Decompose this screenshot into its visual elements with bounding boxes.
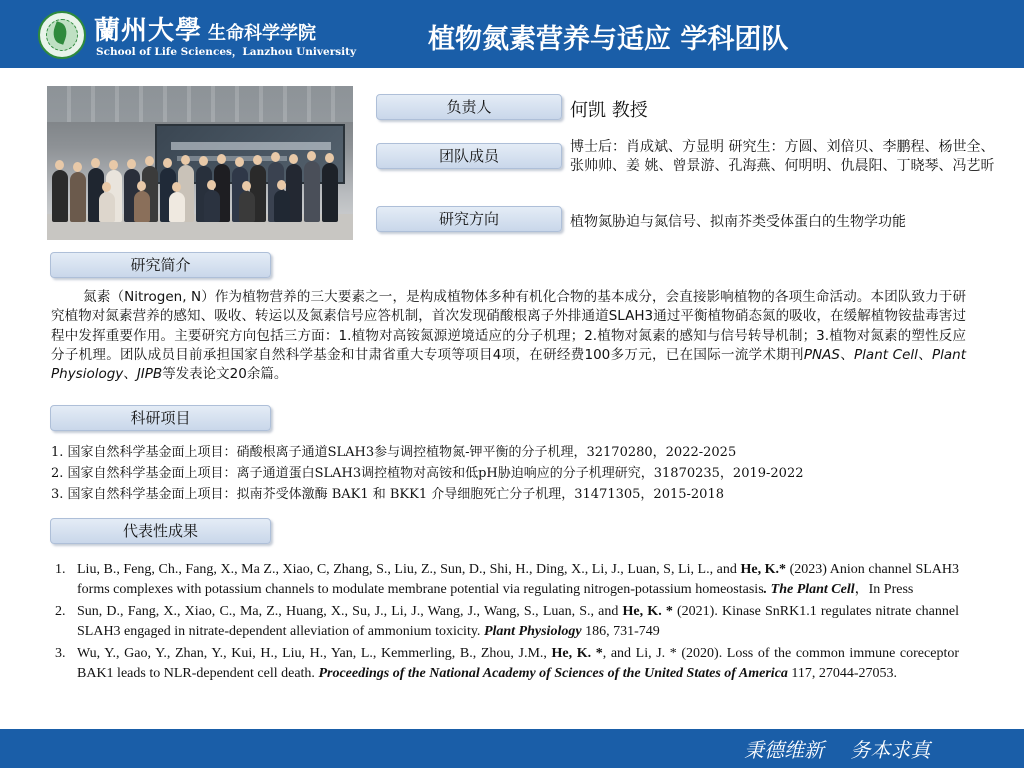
members-value: 博士后：肖成斌、方显明 研究生：方圆、刘倍贝、李鹏程、杨世全、张帅帅、姜 姚、曾景游、孔海燕、何明明、仇晨阳、丁晓琴、冯艺昕: [570, 139, 995, 174]
person: [304, 161, 320, 222]
intro-label: 研究简介: [50, 252, 271, 278]
photo-wall-text: [171, 142, 331, 150]
person-head: [307, 151, 316, 161]
reference-body: (2021). Kinase SnRK1.1 regulates nitrate channel SLAH3 engaged in nitrate-dependent alleviation of ammonium toxicity.: [77, 604, 959, 639]
university-name-cn: 蘭州大學: [94, 16, 203, 46]
person-head: [91, 158, 100, 168]
person-head: [102, 182, 111, 192]
person-head: [271, 152, 280, 162]
person-head: [289, 154, 298, 164]
person: [134, 191, 150, 222]
projects-list: [51, 442, 1011, 505]
person-head: [235, 157, 244, 167]
leader-value: 何凯 教授: [570, 100, 648, 121]
journal-plant-cell: Plant Cell: [854, 346, 918, 363]
reference-authors: Liu, B., Feng, Ch., Fang, X., Ma Z., Xiao, C, Zhang, S., Liu, Z., Sun, D., Shi, H., Ding, X., Li, J., Luan, S, Li, L., and: [77, 562, 741, 577]
university-title: [94, 10, 317, 46]
reference-body: , and Li, J. * (2020). Loss of the common immune coreceptor BAK1 leads to NLR-dependent cell death.: [77, 646, 959, 681]
person: [99, 192, 115, 222]
person-head: [163, 158, 172, 168]
person: [169, 192, 185, 222]
project-number: 2.: [51, 466, 64, 481]
person-head: [277, 180, 286, 190]
reference-item: [55, 644, 959, 684]
person-head: [127, 159, 136, 169]
reference-number: 3.: [55, 646, 66, 661]
journal-pnas: PNAS: [803, 346, 840, 363]
project-prefix: 国家自然科学基金面上项目：: [67, 466, 237, 481]
person: [274, 190, 290, 222]
references-list: [55, 560, 959, 686]
person-head: [181, 155, 190, 165]
team-group-photo: [47, 86, 353, 240]
intro-separator: 、: [917, 346, 933, 363]
project-number: 3.: [51, 487, 64, 502]
person-head: [73, 162, 82, 172]
reference-tail: 186, 731-749: [581, 624, 660, 639]
research-direction-value: 植物氮胁迫与氮信号、拟南芥类受体蛋白的生物学功能: [570, 214, 906, 230]
project-text: 离子通道蛋白SLAH3调控植物对高铵和低pH胁迫响应的分子机理研究，31870235，2019-2022: [236, 466, 804, 481]
page-title: 植物氮素营养与适应 学科团队: [428, 24, 789, 55]
university-seal-logo: [38, 11, 86, 59]
research-direction-label: 研究方向: [376, 206, 562, 232]
university-motto: 秉德维新 务本求真: [744, 738, 931, 762]
person-head: [109, 160, 118, 170]
reference-authors: Wu, Y., Gao, Y., Zhan, Y., Kui, H., Liu, H., Yan, L., Kemmerling, B., Zhou, J.M.,: [77, 646, 552, 661]
project-prefix: 国家自然科学基金面上项目：: [67, 445, 237, 460]
reference-item: [55, 602, 959, 642]
person: [322, 163, 338, 222]
project-prefix: 国家自然科学基金面上项目：: [67, 487, 237, 502]
person-head: [55, 160, 64, 170]
journal-jipb: JIPB: [136, 366, 163, 383]
reference-highlight-author: He, K. *: [551, 646, 603, 661]
person-head: [137, 181, 146, 191]
reference-highlight-author: He, K.*: [740, 562, 787, 577]
header-bar: [0, 0, 1024, 68]
person-head: [145, 156, 154, 166]
reference-authors: Sun, D., Fang, X., Xiao, C., Ma, Z., Huang, X., Su, J., Li, J., Wang, J., Wang, S., Luan, S., and: [77, 604, 623, 619]
journal-plant-physiology: Plant Physiology: [51, 346, 967, 383]
leader-label: 负责人: [376, 94, 562, 120]
reference-tail: ，In Press: [854, 582, 914, 597]
person-head: [207, 180, 216, 190]
intro-separator: 、: [839, 346, 855, 363]
person-head: [217, 154, 226, 164]
reference-body: (2023) Anion channel SLAH3 forms complexes with potassium channels to modulate membrane potential via regulating nitrogen-potassium homeostasis: [77, 562, 959, 597]
projects-label: 科研项目: [50, 405, 271, 431]
intro-text-end: 等发表论文20余篇。: [162, 366, 288, 383]
project-item: [51, 442, 1011, 463]
reference-journal: . The Plant Cell: [763, 582, 855, 597]
photo-ceiling: [47, 86, 353, 122]
members-label: 团队成员: [376, 143, 562, 169]
reference-journal: Proceedings of the National Academy of Sciences of the United States of America: [318, 666, 788, 681]
person-head: [253, 155, 262, 165]
person: [52, 170, 68, 222]
person-head: [242, 181, 251, 191]
project-item: [51, 484, 1011, 505]
intro-text: 氮素（Nitrogen, N）作为植物营养的三大要素之一，是构成植物体多种有机化合物的基本成分，会直接影响植物的各项生命活动。本团队致力于研究植物对氮素营养的感知、吸收、转运以及氮素信号应答机制，首次发现硝酸根离子外排通道SLAH3通过平衡植物硝态氮的吸收，在缓解植物铵盐毒害过程中发挥重要作用。主要研究方向包括三方面：1.植物对高铵氮源逆境适应的分子机理；2.植物对氮素的感知与信号转导机制；3.植物对氮素的塑性反应分子机理。团队成员目前承担国家自然科学基金和甘肃省重大专项等项目4项，在研经费100多万元，已在国际一流学术期刊: [51, 289, 966, 363]
reference-item: [55, 560, 959, 600]
person: [239, 191, 255, 222]
person: [70, 172, 86, 222]
project-item: [51, 463, 1011, 484]
project-text: 硝酸根离子通道SLAH3参与调控植物氮-钾平衡的分子机理，32170280，2022-2025: [236, 445, 737, 460]
reference-journal: Plant Physiology: [483, 624, 582, 639]
project-text: 拟南芥受体激酶 BAK1 和 BKK1 介导细胞死亡分子机理，31471305，2015-2018: [236, 487, 724, 502]
person-head: [325, 153, 334, 163]
footer-bar: [0, 729, 1024, 768]
reference-highlight-author: He, K. *: [622, 604, 673, 619]
results-label: 代表性成果: [50, 518, 271, 544]
person: [204, 190, 220, 222]
intro-separator: 、: [123, 366, 137, 383]
reference-number: 1.: [55, 562, 66, 577]
project-number: 1.: [51, 445, 64, 460]
reference-tail: 117, 27044-27053.: [787, 666, 898, 681]
school-name-cn: 生命科学学院: [208, 23, 317, 44]
intro-paragraph: [51, 288, 966, 384]
school-name-en: School of Life Sciences，Lanzhou University: [96, 46, 357, 58]
reference-number: 2.: [55, 604, 66, 619]
person-head: [172, 182, 181, 192]
person-head: [199, 156, 208, 166]
